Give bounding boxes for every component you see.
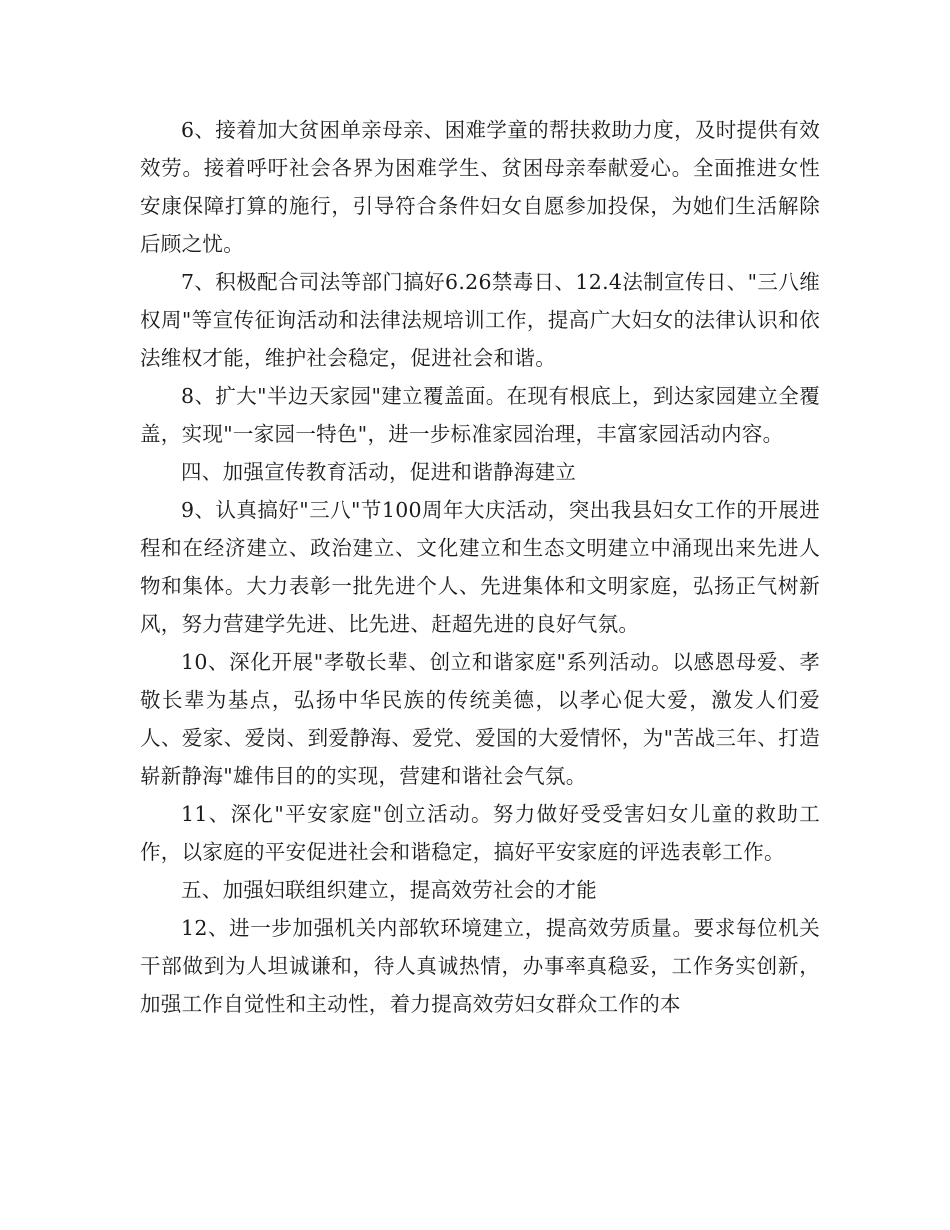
paragraph-item-12: 12、进一步加强机关内部软环境建立，提高效劳质量。要求每位机关干部做到为人坦诚谦和，待人真诚热情，办事率真稳妥，工作务实创新，加强工作自觉性和主动性，着力提高效劳妇女群众工作的本 (140, 916, 820, 1016)
paragraph-item-9: 9、认真搞好"三八"节100周年大庆活动，突出我县妇女工作的开展进程和在经济建立、政治建立、文化建立和生态文明建立中涌现出来先进人物和集体。大力表彰一批先进个人、先进集体和文明家庭，弘扬正气树新风，努力营建学先进、比先进、赶超先进的良好气氛。 (140, 498, 820, 636)
document-body (140, 111, 820, 1023)
paragraph-item-6: 6、接着加大贫困单亲母亲、困难学童的帮扶救助力度，及时提供有效效劳。接着呼吁社会各界为困难学生、贫困母亲奉献爱心。全面推进女性安康保障打算的施行，引导符合条件妇女自愿参加投保，为她们生活解除后顾之忧。 (140, 118, 820, 256)
paragraph-item-7: 7、积极配合司法等部门搞好6.26禁毒日、12.4法制宣传日、"三八维权周"等宣传征询活动和法律法规培训工作，提高广大妇女的法律认识和依法维权才能，维护社会稳定，促进社会和谐。 (140, 270, 820, 370)
paragraph-item-8: 8、扩大"半边天家园"建立覆盖面。在现有根底上，到达家园建立全覆盖，实现"一家园一特色"，进一步标准家园治理，丰富家园活动内容。 (140, 384, 820, 446)
paragraph-item-10: 10、深化开展"孝敬长辈、创立和谐家庭"系列活动。以感恩母爱、孝敬长辈为基点，弘扬中华民族的传统美德，以孝心促大爱，激发人们爱人、爱家、爱岗、到爱静海、爱党、爱国的大爱情怀，为"苦战三年、打造崭新静海"雄伟目的的实现，营建和谐社会气氛。 (140, 650, 820, 788)
section-heading-5: 五、加强妇联组织建立，提高效劳社会的才能 (181, 878, 597, 902)
paragraph-item-11: 11、深化"平安家庭"创立活动。努力做好受受害妇女儿童的救助工作，以家庭的平安促进社会和谐稳定，搞好平安家庭的评选表彰工作。 (140, 802, 820, 864)
section-heading-4: 四、加强宣传教育活动，促进和谐静海建立 (181, 460, 577, 484)
